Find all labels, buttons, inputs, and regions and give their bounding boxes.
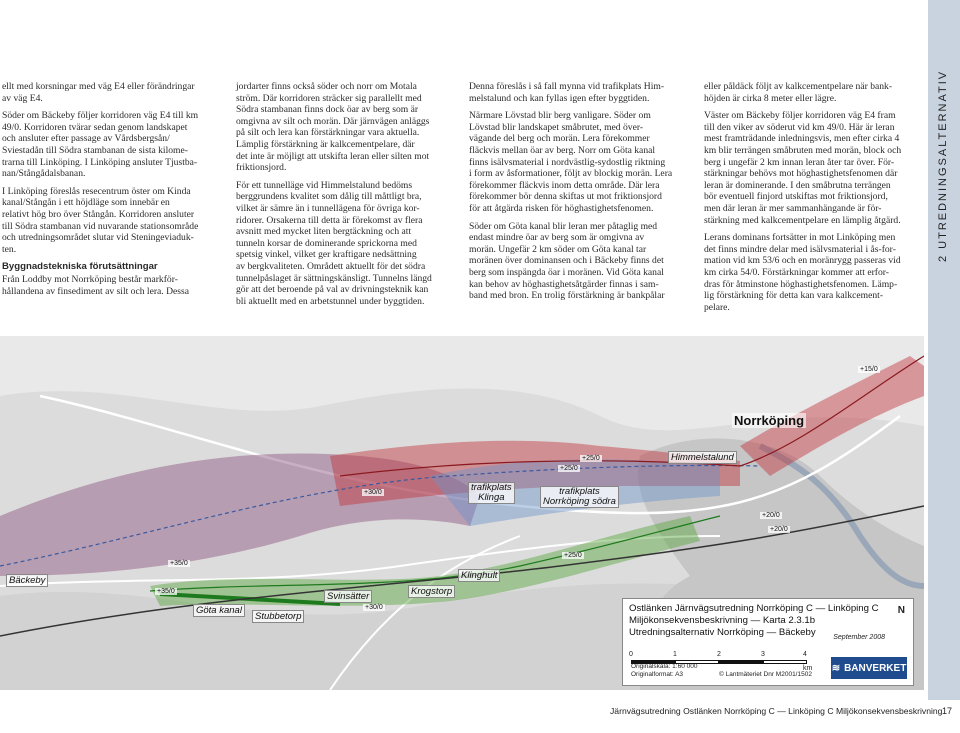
chainage-label: +30/0 — [364, 489, 382, 496]
banverket-logo — [831, 657, 907, 679]
paragraph: jordarter finns också söder och norr om Motala ström. Där korridoren sträcker sig parallellt med Södra stambanan finns dock öar av berg som är omgivna av silt och morän. Där järnvägen anläggs på silt och lera kan förstärkningar vara aktuella. Lämplig förstärkning är kalkcementpelare, där det inte är möjligt att utskifta leran eller silten mot friktionsjord. — [236, 81, 430, 174]
place-label-norrkoping-sodra: trafikplats Norrköping södra — [540, 486, 619, 508]
text-column-2 — [236, 81, 454, 313]
place-label-norrkoping: Norrköping — [734, 413, 805, 428]
paragraph: Från Loddby mot Norrköping består markför- hållandena av finsediment av silt och lera. Dessa — [2, 273, 190, 297]
place-label-svinsatter: Svinsätter — [324, 590, 372, 603]
place-label-krogstorp: Krogstorp — [408, 585, 455, 598]
chainage-label: +25/0 — [560, 465, 578, 472]
paragraph: I Linköping föreslås resecentrum öster om Kinda kanal/Stångån i ett höjdläge som innebär en relativt hög bro över Stångån. Korridoren ansluter till Södra stambanan vid nuvarande stationsområde och utredningsområdet slutar vid Steningeviaduk- ten. — [2, 185, 199, 255]
place-label-klinghult: Klinghult — [458, 569, 500, 582]
place-label-backeby: Bäckeby — [6, 574, 48, 587]
page-footer: Järnvägsutredning Ostlänken Norrköping C — Linköping C Miljökonsekvensbeskrivning — [610, 706, 943, 716]
chainage-label: +35/0 — [170, 560, 188, 567]
chapter-label: 2 UTREDNINGSALTERNATIV — [937, 69, 949, 262]
place-label-himmelstalund: Himmelstalund — [668, 451, 737, 464]
scale-tick-label: 4 — [803, 651, 807, 658]
place-label-gota-kanal: Göta kanal — [193, 604, 245, 617]
chainage-label: +25/0 — [564, 552, 582, 559]
section-heading: Byggnadstekniska förutsättningar — [2, 261, 158, 273]
text-column-1 — [2, 81, 220, 303]
text-column-3 — [469, 81, 687, 308]
text-column-4 — [704, 81, 922, 319]
legend-title: Ostlänken Järnvägsutredning Norrköping C — Linköping C — [629, 603, 879, 614]
original-scale: Originalskala: 1:60 000 — [631, 663, 698, 670]
scale-tick-label: 2 — [717, 651, 721, 658]
chapter-sidebar — [928, 0, 960, 733]
place-label-stubbetorp: Stubbetorp — [252, 610, 304, 623]
chainage-label: +30/0 — [365, 604, 383, 611]
logo-mark-icon: ≋ — [831, 662, 841, 674]
chainage-label: +25/0 — [582, 455, 600, 462]
paragraph: eller påldäck följt av kalkcementpelare när bank- höjden är cirka 8 meter eller lägre. — [704, 81, 893, 104]
paragraph: Söder om Göta kanal blir leran mer påtaglig med endast mindre öar av berg som är omgivna av morän. Ungefär 2 km söder om Göta kanal tar moränen över dominansen och i Bäckeby finns det berg som inspängda öar i moränen. Vid Göta kanal kan behov av höghastighetsåtgärder finnas i sam- band med bron. En trolig förstärkning är bankpålar — [469, 220, 665, 302]
legend-subtitle: Miljökonsekvensbeskrivning — Karta 2.3.1b — [629, 615, 816, 626]
scale-segment — [719, 660, 763, 664]
paragraph: Lerans dominans fortsätter in mot Linköping men det finns mindre delar med isälvsmaterial i ås-for- mation vid km 53/6 och en moränrygg passeras vid km cirka 54/0. Förstärkningar kommer att erfor- dras för åtminstone höghastighetsfenomen. Lämp- lig förstärkning för detta kan vara kalkcement- pelare. — [704, 232, 901, 313]
paragraph: Söder om Bäckeby följer korridoren väg E4 till km 49/0. Korridoren tvärar sedan genom landskapet och ansluter efter passage av Vårdsbergsån/ Sviestadån till Södra stambanan de sista kilome- trarna till Linköping. I Linköping ansluter Tjustba- nan/Stångådalsbanan. — [2, 110, 199, 180]
original-format: Originalformat: A3 — [631, 671, 684, 678]
scale-segment — [763, 660, 807, 664]
place-label-klinga: trafikplats Klinga — [468, 482, 515, 504]
page-number: 17 — [942, 706, 953, 716]
paragraph: Väster om Bäckeby följer korridoren väg E4 fram till den viker av söderut vid km 49/0. Här är leran mest framträdande inledningsvis, men efter cirka 4 km blir terrängen småbruten med morän, block och berg i ungefär 2 km innan leran åter tar över. För- stärkningar behövs mot höghastighetsfenomen där leran är dominerande. I den småbrutna terrängen bör eventuell finjord utskiftas mot friktionsjord, men där leran är mer sammanhängande är för- stärkning med kalkcementpelare en lämplig åtgärd. — [704, 110, 902, 226]
chainage-label: +35/0 — [157, 588, 175, 595]
legend-alternative: Utredningsalternativ Norrköping — Bäckeby — [629, 627, 816, 638]
chainage-label: +20/0 — [770, 526, 788, 533]
paragraph: Närmare Lövstad blir berg vanligare. Söder om Lövstad blir landskapet småbrutet, med över- vägande del berg och morän. Lera förekommer fläckvis mellan öar av berg. Norr om Göta kanal finns isälvsmaterial i nordvästlig-sydostlig riktning i form av åsformationer, följt av blockig morän. Lera förekommer fläckvis inom detta område. Där lera förekommer bör denna skiftas ut mot friktionsjord för att åtgärda risken för höghastighetsfenomen. — [469, 110, 673, 214]
scale-tick-label: 3 — [761, 651, 765, 658]
paragraph: ellt med korsningar med väg E4 eller förändringar av väg E4. — [2, 81, 195, 104]
legend-date: September 2008 — [833, 634, 885, 641]
map-legend — [622, 598, 914, 686]
paragraph: För ett tunnelläge vid Himmelstalund bedöms berggrundens kvalitet som dålig till måttligt bra, vilket är sämre än i tunnellägena för övriga kor- ridorer. Orsakerna till detta är förekomst av flera avsnitt med mycket liten bergtäckning och att tunneln korsar de dominerande sprickorna med spetsig vinkel, vilket ger kraftigare nedsättning av bergkvaliteten. Områdett aktuellt för det södra tunnelpåslaget är sättningskänsligt. Tunnelns längd gör att det beroende på val av drivningsteknik kan bli aktuellt med en arbetstunnel under byggtiden. — [236, 179, 432, 307]
copyright-notice: © Lantmäteriet Dnr M2001/1502 — [719, 671, 812, 678]
scale-unit: km — [803, 665, 813, 672]
chainage-label: +15/0 — [860, 366, 878, 373]
logo-text: BANVERKET — [844, 662, 907, 674]
legend-meta — [631, 663, 698, 679]
scale-tick-label: 0 — [629, 651, 633, 658]
chainage-label: +20/0 — [762, 512, 780, 519]
north-arrow-icon: N — [897, 605, 905, 616]
scale-tick-label: 1 — [673, 651, 677, 658]
paragraph: Denna föreslås i så fall mynna vid trafikplats Him- melstalund och kan fyllas igen efter byggtiden. — [469, 81, 665, 104]
